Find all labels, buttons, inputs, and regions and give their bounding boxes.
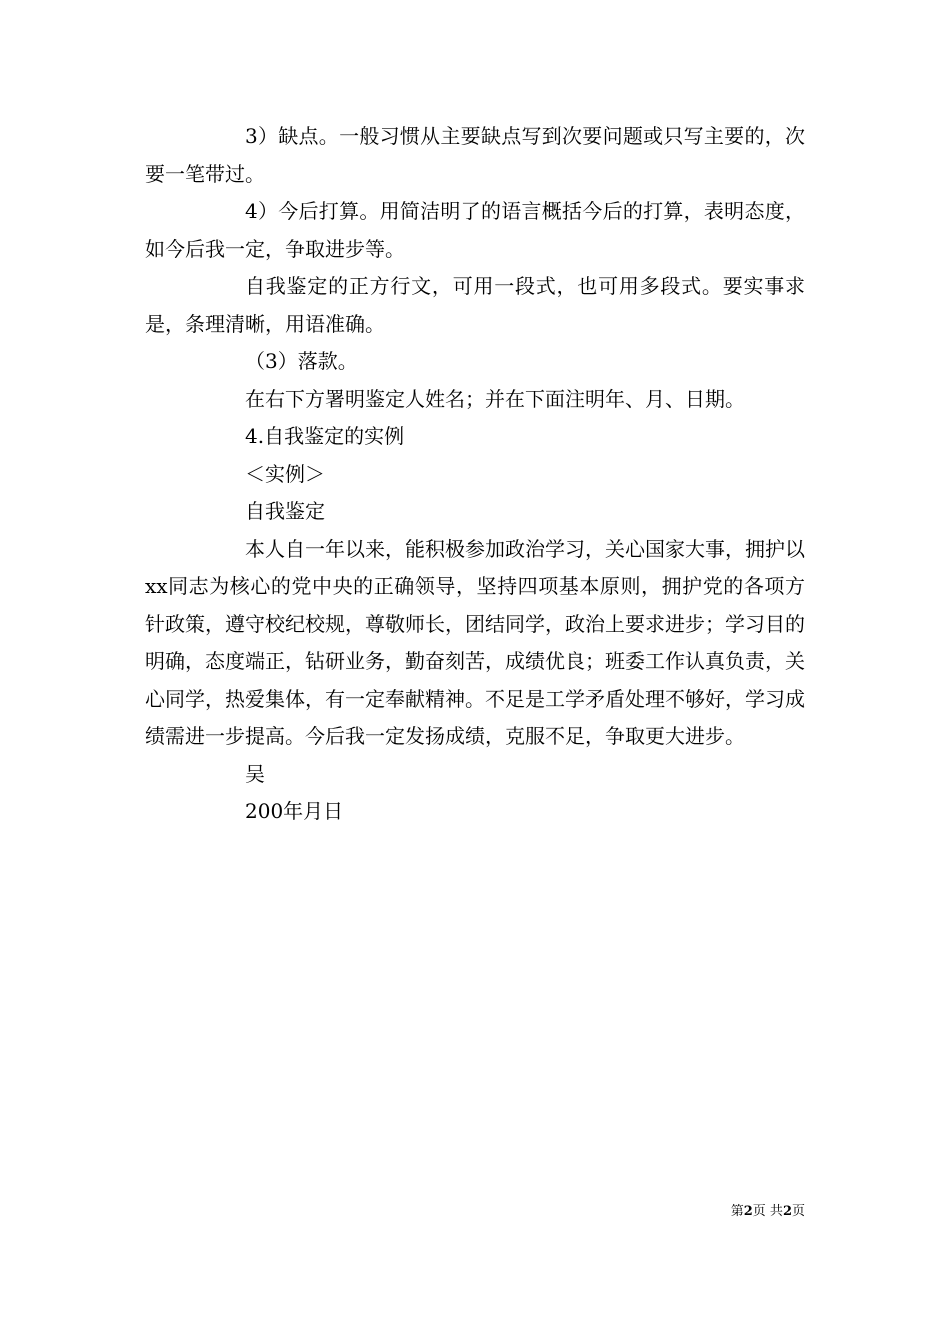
document-body [145,118,805,831]
paragraph-future-plans: 4）今后打算。用简洁明了的语言概括今后的打算，表明态度，如今后我一定，争取进步等。 [145,199,805,261]
footer-prefix: 第 [730,1204,744,1219]
example-body: 本人自一年以来，能积极参加政治学习，关心国家大事，拥护以xx同志为核心的党中央的正确领导，坚持四项基本原则，拥护党的各项方针政策，遵守校纪校规，尊敬师长，团结同学，政治上要求进步；学习目的明确，态度端正，钻研业务，勤奋刻苦，成绩优良；班委工作认真负责，关心同学，热爱集体，有一定奉献精神。不足是工学矛盾处理不够好，学习成绩需进一步提高。今后我一定发扬成绩，克服不足，争取更大进步。 [145,536,805,748]
page-number-footer [731,1203,805,1221]
example-signature-name: 吴 [245,761,265,786]
footer-middle: 页 共 [752,1204,783,1219]
footer-total-pages: 2 [782,1204,792,1219]
example-title: 自我鉴定 [245,499,325,523]
paragraph-signature-instructions: 在右下方署明鉴定人姓名；并在下面注明年、月、日期。 [245,386,745,411]
example-label: ＜实例＞ [245,461,325,486]
footer-current-page: 2 [743,1204,753,1219]
paragraph-body-style: 自我鉴定的正方行文，可用一段式，也可用多段式。要实事求是，条理清晰，用语准确。 [145,274,805,336]
paragraph-signature-heading: （3）落款。 [245,349,358,373]
example-signature-date: 200年月日 [245,799,344,823]
paragraph-weaknesses: 3）缺点。一般习惯从主要缺点写到次要问题或只写主要的，次要一笔带过。 [145,124,805,186]
section-heading-example: 4.自我鉴定的实例 [245,424,405,448]
footer-suffix: 页 [791,1204,805,1219]
